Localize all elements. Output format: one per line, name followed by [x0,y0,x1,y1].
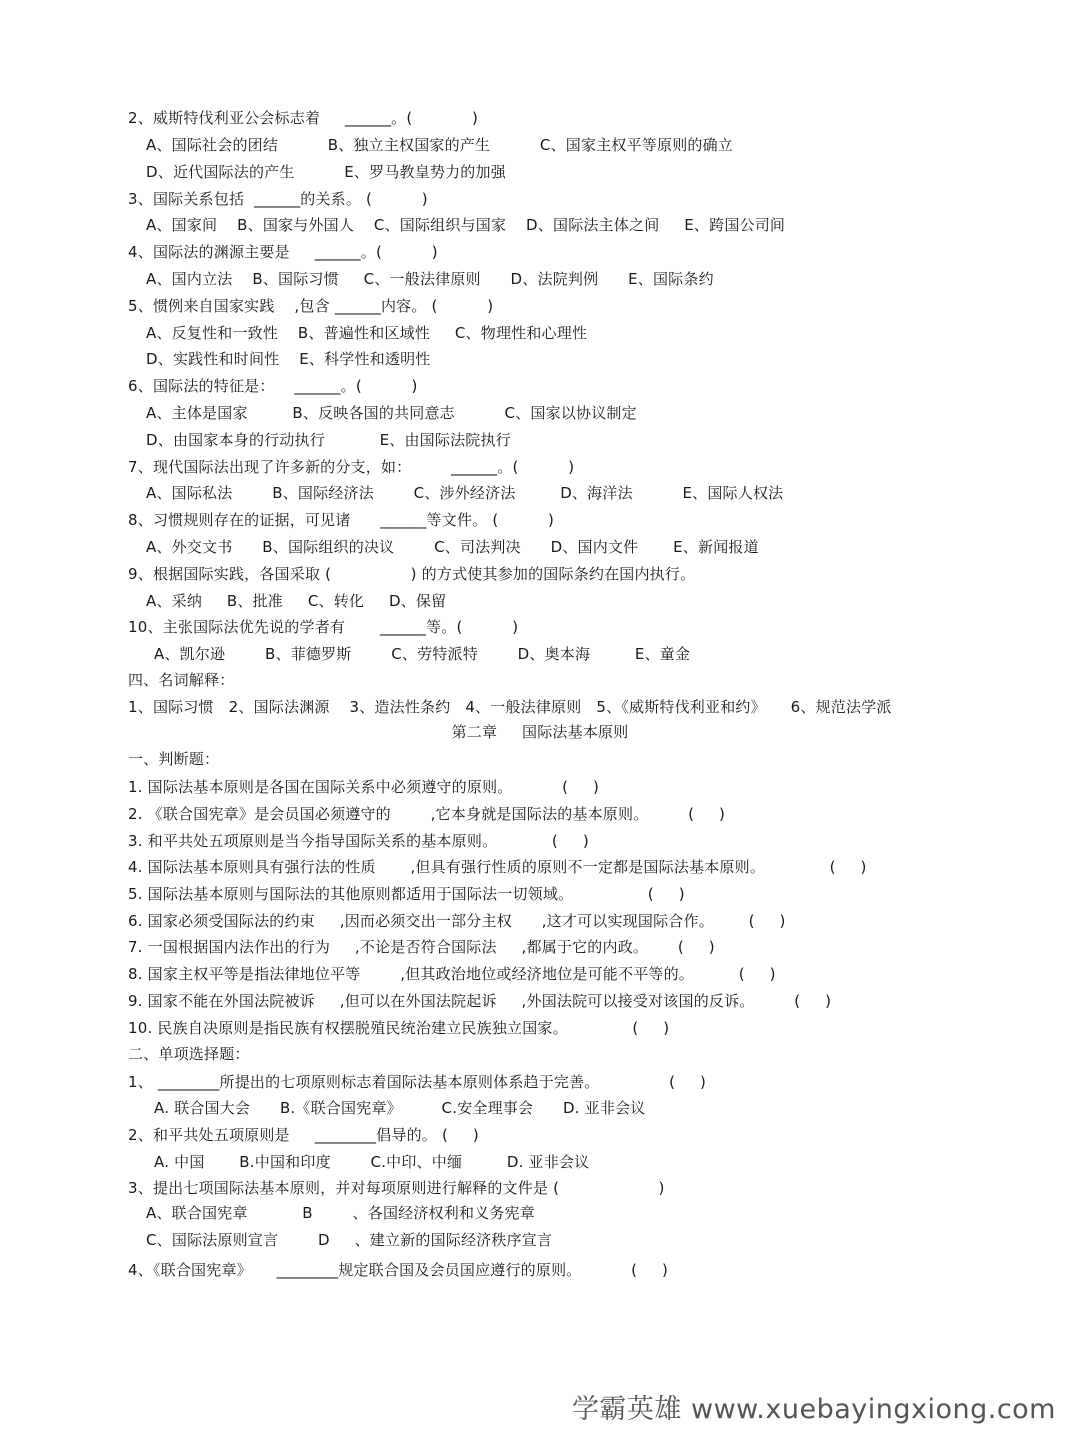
question-line: 5、惯例来自国家实践 ,包含 ______内容。 ( ) [128,297,494,315]
question-line: 2、和平共处五项原则是 ________倡导的。 ( ) [128,1126,479,1144]
option-line: A、主体是国家 B、反映各国的共同意志 C、国家以协议制定 [146,404,637,422]
question-line: 5. 国际法基本原则与国际法的其他原则都适用于国际法一切领域。 ( ) [128,885,685,903]
option-line: A、反复性和一致性 B、普遍性和区域性 C、物理性和心理性 [146,324,588,342]
question-line: 8. 国家主权平等是指法律地位平等 ,但其政治地位或经济地位是可能不平等的。 ( ) [128,965,776,983]
question-line: 10、主张国际法优先说的学者有 ______等。( ) [128,618,519,636]
option-line: D、由国家本身的行动执行 E、由国际法院执行 [146,431,511,449]
question-line: 7、现代国际法出现了许多新的分支，如： ______。( ) [128,458,575,476]
option-line: A、联合国宪章 B 、各国经济权利和义务宪章 [146,1204,535,1222]
option-line: A. 中国 B.中国和印度 C.中印、中缅 D. 亚非会议 [154,1153,590,1171]
option-line: C、国际法原则宣言 D 、建立新的国际经济秩序宣言 [146,1231,553,1249]
option-line: D、近代国际法的产生 E、罗马教皇势力的加强 [146,163,506,181]
option-line: A、采纳 B、批准 C、转化 D、保留 [146,592,447,610]
question-line: 6. 国家必须受国际法的约束 ,因而必须交出一部分主权 ,这才可以实现国际合作。 ( ) [128,912,786,930]
section-heading: 一、判断题： [128,750,220,768]
option-line: A、国家间 B、国家与外国人 C、国际组织与国家 D、国际法主体之间 E、跨国公司间 [146,216,786,234]
chapter-title: 第二章 国际法基本原则 [451,723,629,741]
question-line: 3、提出七项国际法基本原则，并对每项原则进行解释的文件是 ( ) [128,1179,665,1197]
term-list-line: 1、国际习惯 2、国际法渊源 3、造法性条约 4、一般法律原则 5、《威斯特伐利亚和约》 6、规范法学派 [128,698,892,716]
option-line: D、实践性和时间性 E、科学性和透明性 [146,350,431,368]
question-line: 4、国际法的渊源主要是 ______。( ) [128,243,438,261]
option-line: A. 联合国大会 B.《联合国宪章》 C.安全理事会 D. 亚非会议 [154,1099,646,1117]
option-line: A、外交文书 B、国际组织的决议 C、司法判决 D、国内文件 E、新闻报道 [146,538,759,556]
question-line: 9. 国家不能在外国法院被诉 ,但可以在外国法院起诉 ,外国法院可以接受对该国的反诉。 ( ) [128,992,832,1010]
question-line: 7. 一国根据国内法作出的行为 ,不论是否符合国际法 ,都属于它的内政。 ( ) [128,938,715,956]
question-line: 2. 《联合国宪章》是会员国必须遵守的 ,它本身就是国际法的基本原则。 ( ) [128,805,726,823]
question-line: 1. 国际法基本原则是各国在国际关系中必须遵守的原则。 ( ) [128,778,600,796]
question-line: 6、国际法的特征是： ______。( ) [128,377,418,395]
question-line: 10. 民族自决原则是指民族有权摆脱殖民统治建立民族独立国家。 ( ) [128,1019,670,1037]
question-line: 8、习惯规则存在的证据，可见诸 ______等文件。 ( ) [128,511,555,529]
question-line: 3、国际关系包括 ______的关系。 ( ) [128,190,428,208]
question-line: 1、 ________所提出的七项原则标志着国际法基本原则体系趋于完善。 ( ) [128,1073,707,1091]
section-heading: 四、名词解释： [128,671,235,689]
question-line: 3. 和平共处五项原则是当今指导国际关系的基本原则。 ( ) [128,832,589,850]
question-line: 9、根据国际实践，各国采取 ( ) 的方式使其参加的国际条约在国内执行。 [128,565,696,583]
option-line: A、国内立法 B、国际习惯 C、一般法律原则 D、法院判例 E、国际条约 [146,270,714,288]
question-line: 2、威斯特伐利亚公会标志着 ______。( ) [128,109,479,127]
question-line: 4. 国际法基本原则具有强行法的性质 ,但具有强行性质的原则不一定都是国际法基本原则。 ( ) [128,858,867,876]
option-line: A、国际私法 B、国际经济法 C、涉外经济法 D、海洋法 E、国际人权法 [146,484,784,502]
option-line: A、凯尔逊 B、菲德罗斯 C、劳特派特 D、奥本海 E、童金 [154,645,691,663]
option-line: A、国际社会的团结 B、独立主权国家的产生 C、国家主权平等原则的确立 [146,136,733,154]
section-heading: 二、单项选择题： [128,1045,250,1063]
site-watermark: 学霸英雄 www.xuebayingxiong.com [571,1394,1056,1425]
question-line: 4、《联合国宪章》 ________规定联合国及会员国应遵行的原则。 ( ) [128,1261,669,1279]
